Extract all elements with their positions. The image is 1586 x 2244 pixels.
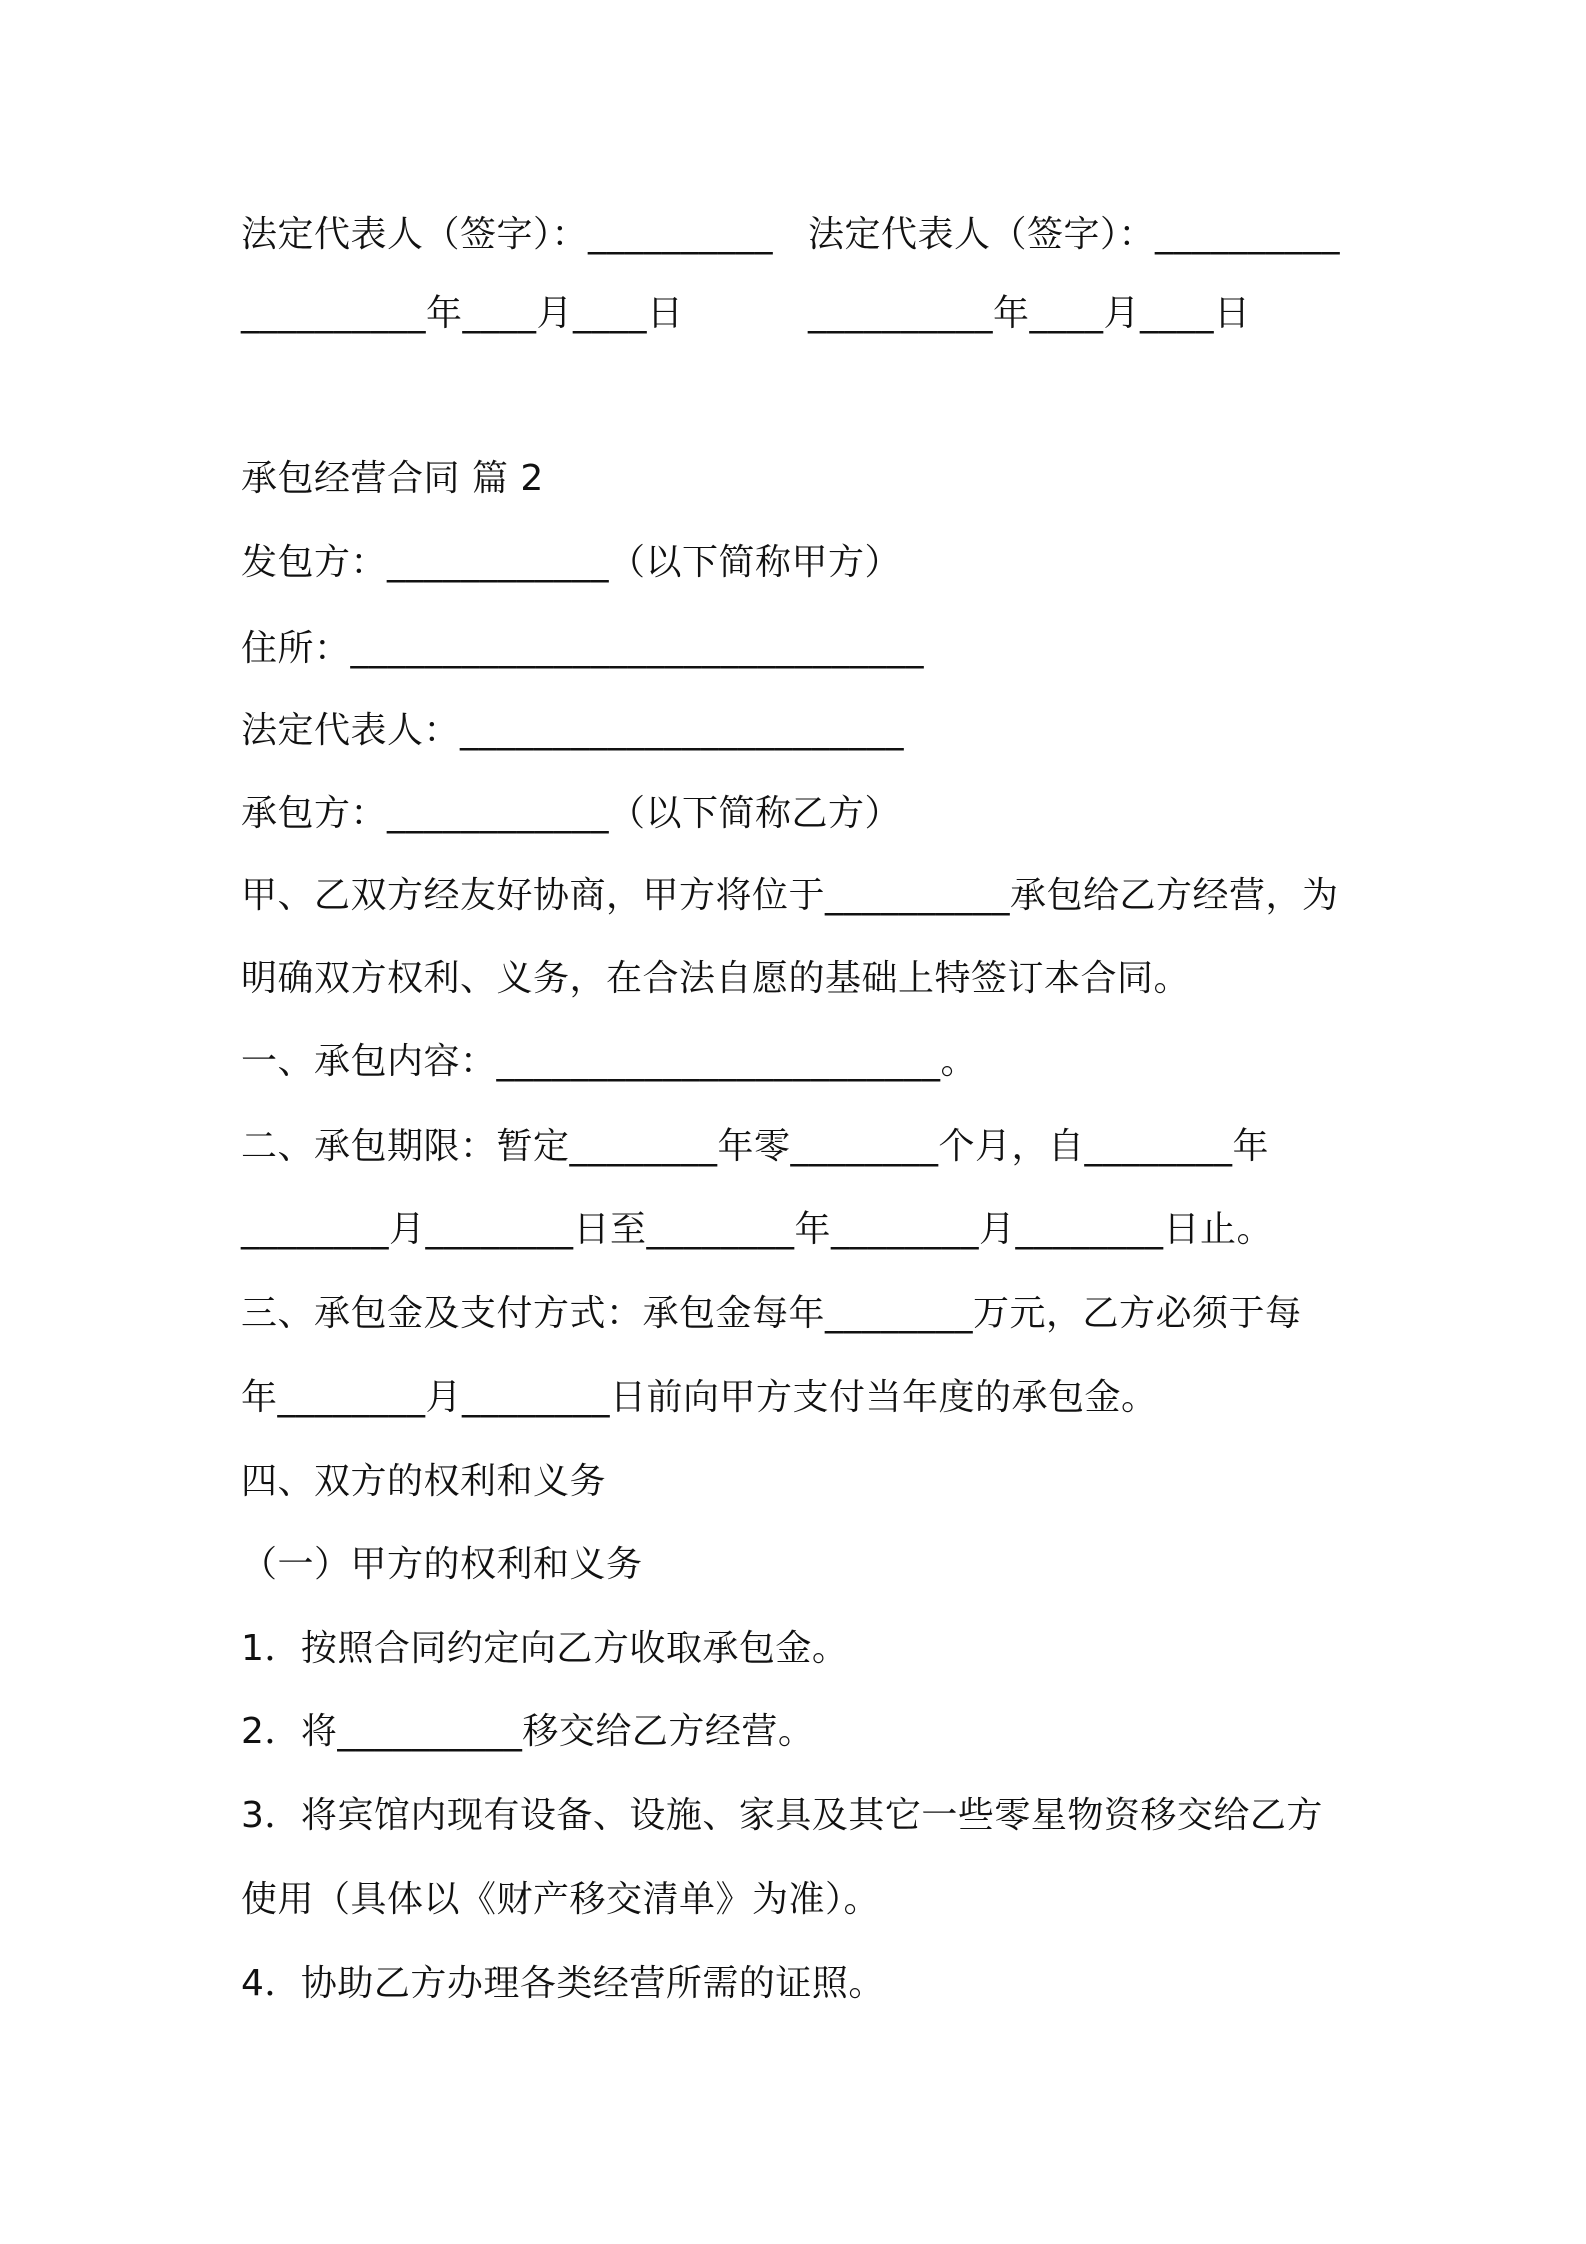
party-b-date-line: __________年____月____日 xyxy=(808,293,1251,334)
clause-3-payment-line-1: 三、承包金及支付方式：承包金每年________万元，乙方必须于每 xyxy=(241,1293,1302,1334)
clause-2-term-line-2: ________月________日至________年________月________日止。 xyxy=(241,1209,1273,1250)
clause-1-content: 一、承包内容：________________________。 xyxy=(241,1041,978,1082)
section-heading: 承包经营合同 篇 2 xyxy=(241,458,544,499)
clause-2-term-line-1: 二、承包期限：暂定________年零________个月，自________年 xyxy=(241,1126,1270,1167)
preamble-line-2: 明确双方权利、义务，在合法自愿的基础上特签订本合同。 xyxy=(241,958,1191,999)
party-a-item-1: 1．按照合同约定向乙方收取承包金。 xyxy=(241,1628,849,1669)
preamble-line-1: 甲、乙双方经友好协商，甲方将位于__________承包给乙方经营，为 xyxy=(241,875,1339,916)
party-a-item-3-line-2: 使用（具体以《财产移交清单》为准）。 xyxy=(241,1879,881,1920)
party-a-signature-line: 法定代表人（签字）：__________ xyxy=(241,214,774,255)
party-a-item-4: 4．协助乙方办理各类经营所需的证照。 xyxy=(241,1963,885,2004)
contractor-issuer-line: 发包方：____________（以下简称甲方） xyxy=(241,542,902,583)
subclause-party-a-heading: （一）甲方的权利和义务 xyxy=(241,1544,643,1585)
party-a-date-line: __________年____月____日 xyxy=(241,293,684,334)
contractor-line: 承包方：____________（以下简称乙方） xyxy=(241,793,902,834)
clause-4-heading: 四、双方的权利和义务 xyxy=(241,1461,607,1502)
party-b-signature-line: 法定代表人（签字）：__________ xyxy=(808,214,1341,255)
party-a-item-3-line-1: 3．将宾馆内现有设备、设施、家具及其它一些零星物资移交给乙方 xyxy=(241,1795,1323,1836)
party-a-item-2: 2．将__________移交给乙方经营。 xyxy=(241,1711,815,1752)
clause-3-payment-line-2: 年________月________日前向甲方支付当年度的承包金。 xyxy=(241,1377,1158,1418)
legal-representative-line: 法定代表人：________________________ xyxy=(241,710,905,751)
address-line: 住所：_______________________________ xyxy=(241,628,925,669)
